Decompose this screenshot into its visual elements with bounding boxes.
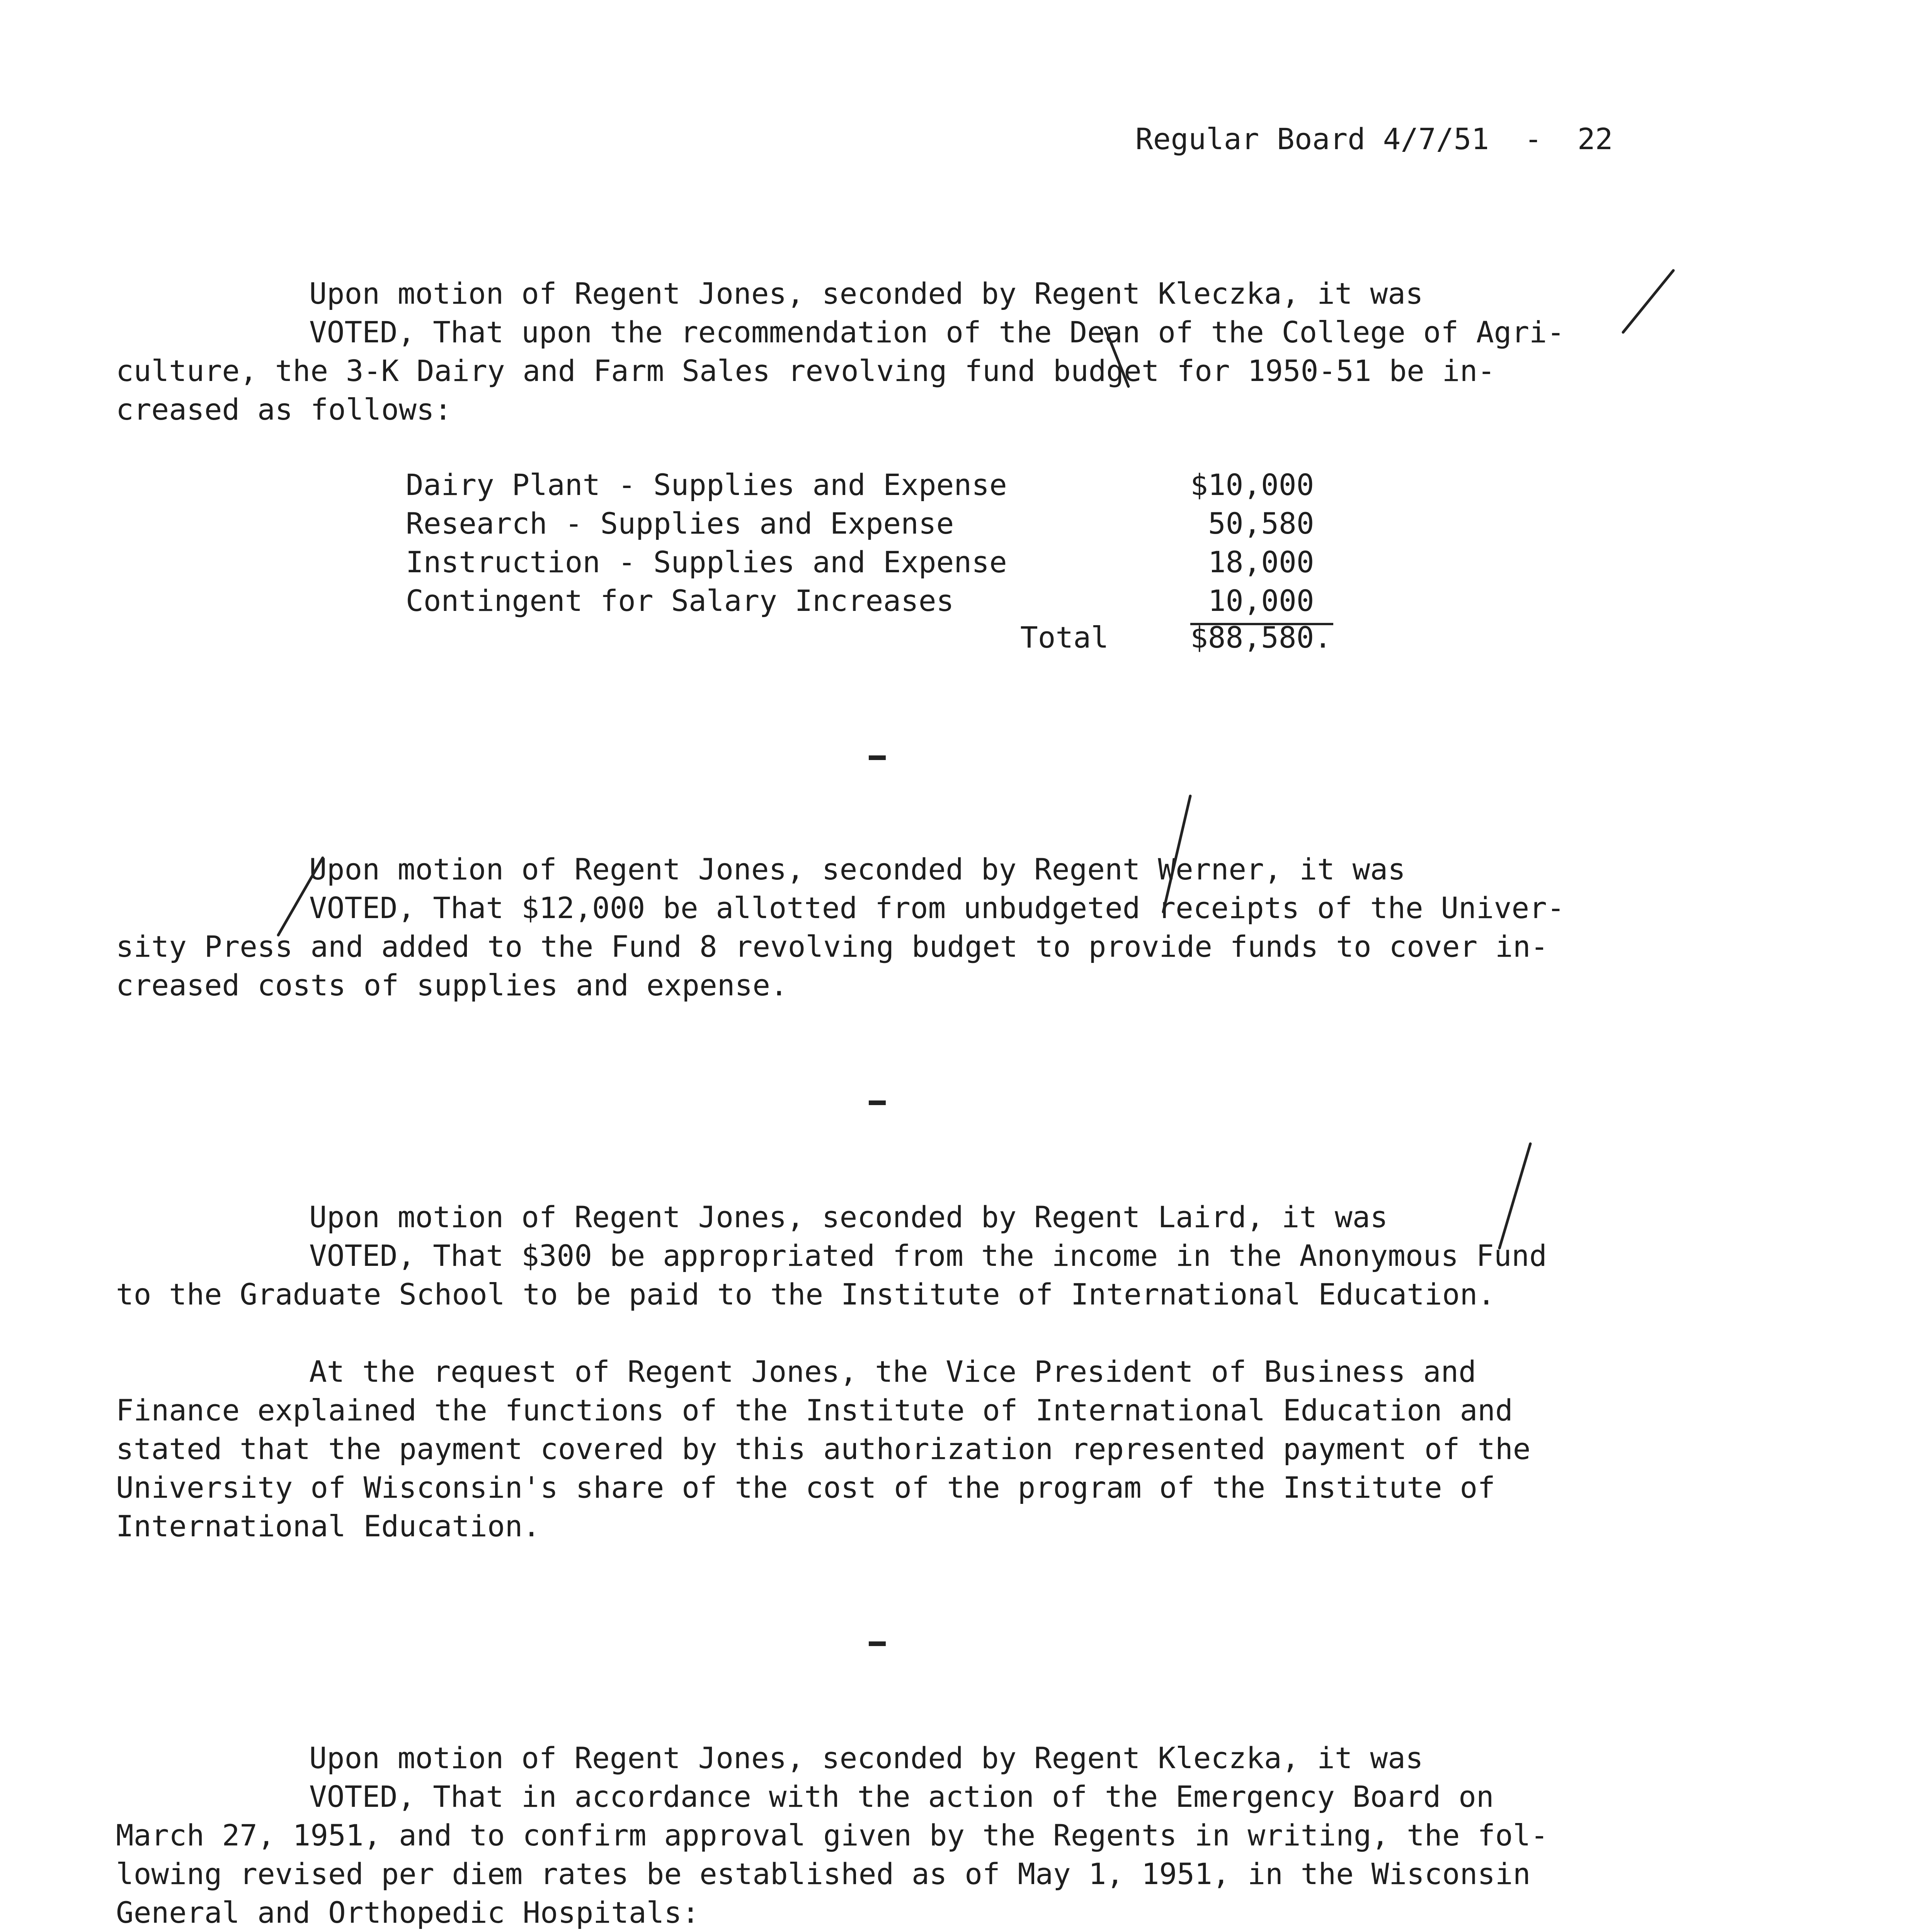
motion-line: General and Orthopedic Hospitals: xyxy=(116,1895,699,1930)
budget-total-amount: $88,580. xyxy=(1190,620,1332,655)
motion-line: VOTED, That upon the recommendation of the Dean of the College of Agri- xyxy=(309,315,1565,349)
motion-line: lowing revised per diem rates be established as of May 1, 1951, in the Wisconsin xyxy=(116,1857,1531,1891)
motion-line: creased costs of supplies and expense. xyxy=(116,968,788,1002)
budget-item-label: Dairy Plant - Supplies and Expense xyxy=(406,468,1007,502)
motion-line: Upon motion of Regent Jones, seconded by Regent Werner, it was xyxy=(309,852,1406,886)
paragraph-line: International Education. xyxy=(116,1509,541,1543)
budget-item-amount: $10,000 xyxy=(1190,468,1314,502)
budget-total-label: Total xyxy=(1020,620,1109,655)
budget-item-amount: 18,000 xyxy=(1208,545,1314,579)
motion-line: Upon motion of Regent Jones, seconded by Regent Laird, it was xyxy=(309,1200,1388,1234)
motion-line: VOTED, That in accordance with the action of the Emergency Board on xyxy=(309,1779,1494,1814)
paragraph-line: stated that the payment covered by this authorization represented payment of the xyxy=(116,1432,1531,1466)
budget-item-amount: 10,000 xyxy=(1208,583,1314,618)
motion-line: creased as follows: xyxy=(116,392,452,427)
section-separator xyxy=(869,755,886,760)
paragraph-line: At the request of Regent Jones, the Vice President of Business and xyxy=(309,1354,1476,1389)
motion-line: to the Graduate School to be paid to the Institute of International Education. xyxy=(116,1277,1495,1311)
section-separator xyxy=(869,1641,886,1646)
paragraph-line: Finance explained the functions of the Institute of International Education and xyxy=(116,1393,1513,1427)
motion-line: culture, the 3-K Dairy and Farm Sales revolving fund budget for 1950-51 be in- xyxy=(116,354,1495,388)
budget-item-amount: 50,580 xyxy=(1208,506,1314,541)
motion-line: March 27, 1951, and to confirm approval given by the Regents in writing, the fol- xyxy=(116,1818,1549,1852)
section-separator xyxy=(869,1100,886,1105)
budget-item-label: Instruction - Supplies and Expense xyxy=(406,545,1007,579)
motion-line: VOTED, That $12,000 be allotted from unbudgeted receipts of the Univer- xyxy=(309,891,1565,925)
budget-item-label: Research - Supplies and Expense xyxy=(406,506,954,541)
motion-line: VOTED, That $300 be appropriated from the income in the Anonymous Fund xyxy=(309,1238,1547,1273)
motion-line: Upon motion of Regent Jones, seconded by Regent Kleczka, it was xyxy=(309,1741,1423,1775)
paragraph-line: University of Wisconsin's share of the cost of the program of the Institute of xyxy=(116,1470,1495,1505)
page-header: Regular Board 4/7/51 - 22 xyxy=(1135,122,1613,156)
budget-item-label: Contingent for Salary Increases xyxy=(406,583,954,618)
motion-line: sity Press and added to the Fund 8 revolving budget to provide funds to cover in- xyxy=(116,929,1549,964)
motion-line: Upon motion of Regent Jones, seconded by Regent Kleczka, it was xyxy=(309,276,1423,311)
